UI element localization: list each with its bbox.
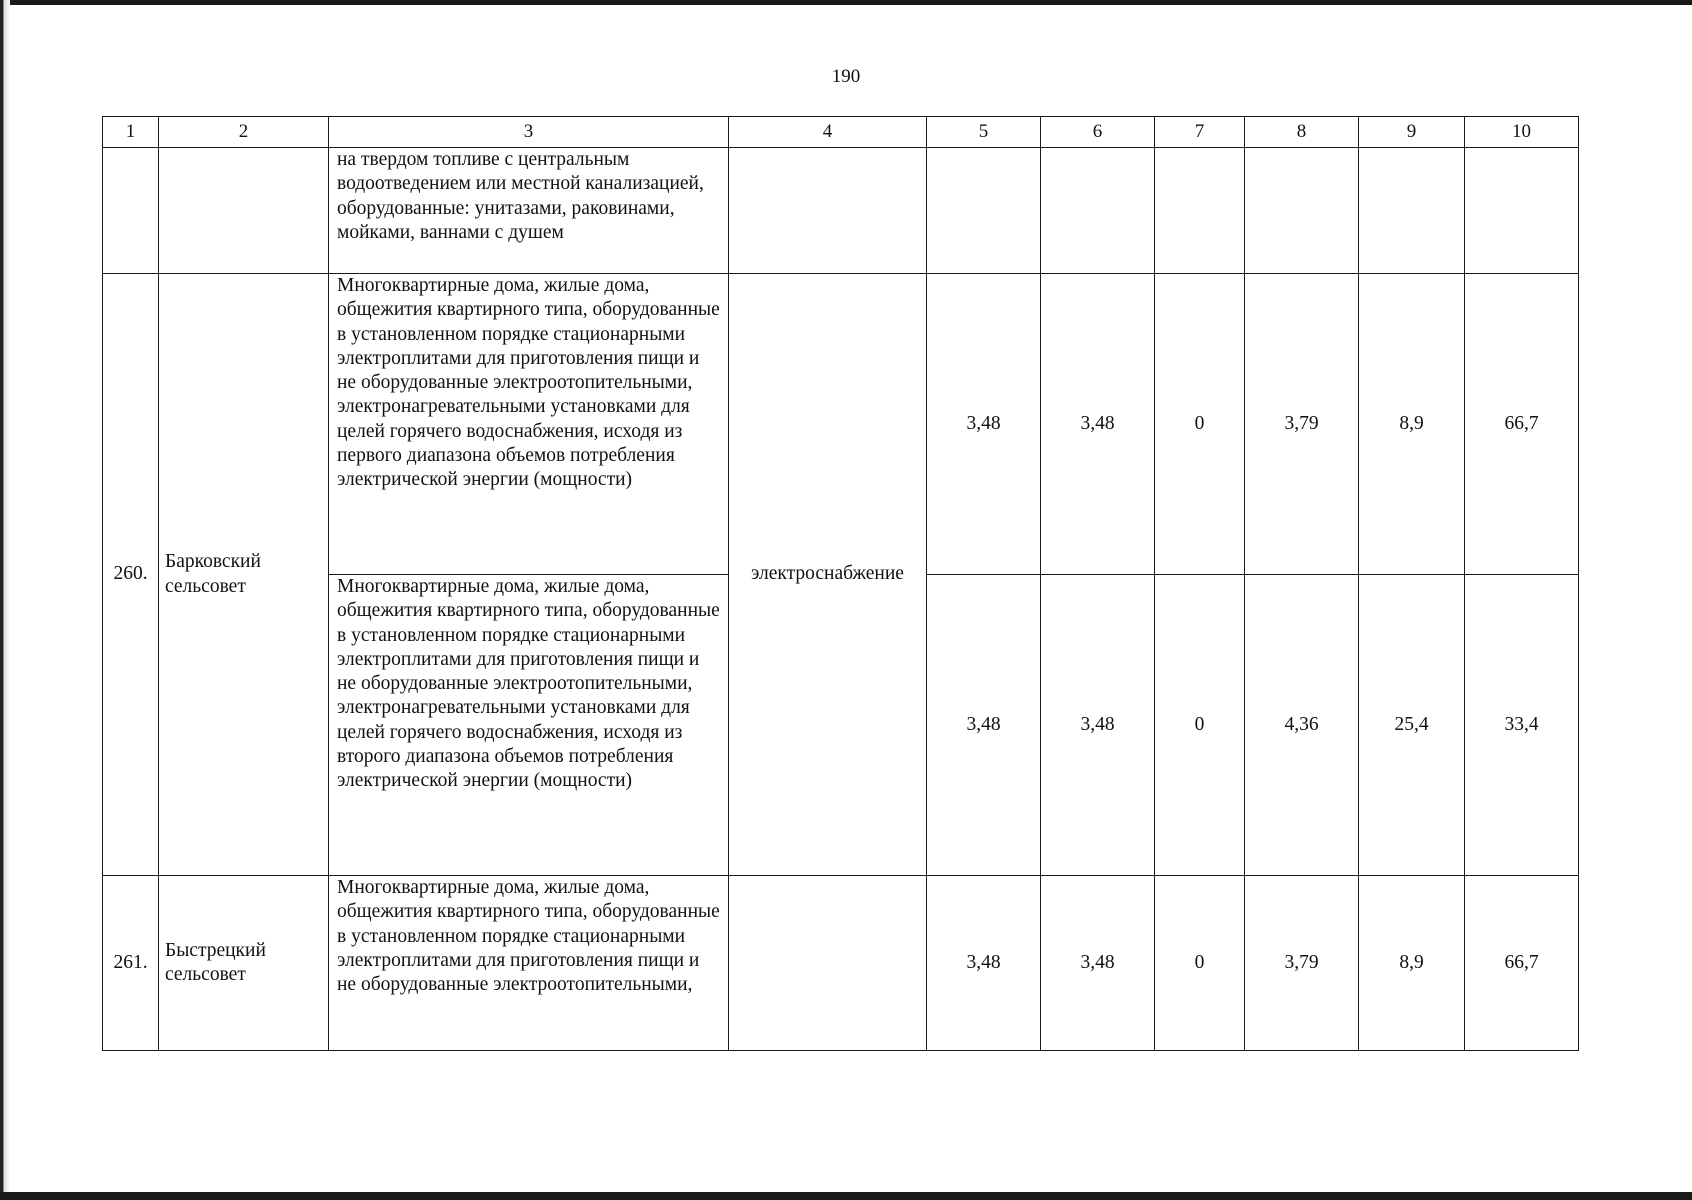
value-col7: 0 xyxy=(1155,575,1245,876)
settlement-name xyxy=(159,148,329,274)
table-row xyxy=(103,876,1579,1051)
value-col8 xyxy=(1245,148,1359,274)
settlement-name: Барковский сельсовет xyxy=(159,274,329,876)
scan-border-top xyxy=(0,0,1692,5)
settlement-name: Быстрецкий сельсовет xyxy=(159,876,329,1051)
column-header: 6 xyxy=(1041,117,1155,148)
table-row xyxy=(103,148,1579,274)
value-col6: 3,48 xyxy=(1041,274,1155,575)
value-col9 xyxy=(1359,148,1465,274)
value-col9: 8,9 xyxy=(1359,876,1465,1051)
value-col5: 3,48 xyxy=(927,876,1041,1051)
scan-border-bottom xyxy=(0,1192,1692,1200)
housing-description: на твердом топливе с центральным водоотведением или местной канализацией, оборудованные: унитазами, раковинами, мойками, ваннами с душем xyxy=(329,148,729,274)
housing-description: Многоквартирные дома, жилые дома, общежития квартирного типа, оборудованные в установленном порядке стационарными электроплитами для приготовления пищи и не оборудованные электроотопительными, электронагревательными установками для целей горячего водоснабжения, исходя из первого диапазона объемов потребления электрической энергии (мощности) xyxy=(329,274,729,575)
value-col7 xyxy=(1155,148,1245,274)
column-header: 5 xyxy=(927,117,1041,148)
column-header: 7 xyxy=(1155,117,1245,148)
value-col7: 0 xyxy=(1155,274,1245,575)
column-header: 8 xyxy=(1245,117,1359,148)
value-col9: 25,4 xyxy=(1359,575,1465,876)
scan-border-left xyxy=(0,0,10,1200)
table-row xyxy=(103,274,1579,575)
column-header: 10 xyxy=(1465,117,1579,148)
service-type: электроснабжение xyxy=(729,274,927,876)
value-col8: 3,79 xyxy=(1245,876,1359,1051)
service-type xyxy=(729,148,927,274)
column-header: 4 xyxy=(729,117,927,148)
value-col8: 4,36 xyxy=(1245,575,1359,876)
value-col5 xyxy=(927,148,1041,274)
value-col7: 0 xyxy=(1155,876,1245,1051)
column-header: 9 xyxy=(1359,117,1465,148)
value-col8: 3,79 xyxy=(1245,274,1359,575)
value-col10 xyxy=(1465,148,1579,274)
housing-description: Многоквартирные дома, жилые дома, общежития квартирного типа, оборудованные в установленном порядке стационарными электроплитами для приготовления пищи и не оборудованные электроотопительными, электронагревательными установками для целей горячего водоснабжения, исходя из второго диапазона объемов потребления электрической энергии (мощности) xyxy=(329,575,729,876)
value-col6 xyxy=(1041,148,1155,274)
value-col9: 8,9 xyxy=(1359,274,1465,575)
value-col10: 33,4 xyxy=(1465,575,1579,876)
value-col10: 66,7 xyxy=(1465,274,1579,575)
service-type xyxy=(729,876,927,1051)
column-header: 2 xyxy=(159,117,329,148)
value-col6: 3,48 xyxy=(1041,575,1155,876)
row-number xyxy=(103,148,159,274)
value-col6: 3,48 xyxy=(1041,876,1155,1051)
value-col10: 66,7 xyxy=(1465,876,1579,1051)
column-header: 3 xyxy=(329,117,729,148)
row-number: 260. xyxy=(103,274,159,876)
table-header-row xyxy=(103,117,1579,148)
tariff-table xyxy=(102,116,1579,1051)
row-number: 261. xyxy=(103,876,159,1051)
value-col5: 3,48 xyxy=(927,274,1041,575)
page-number: 190 xyxy=(831,66,861,87)
column-header: 1 xyxy=(103,117,159,148)
housing-description: Многоквартирные дома, жилые дома, общежития квартирного типа, оборудованные в установленном порядке стационарными электроплитами для приготовления пищи и не оборудованные электроотопительными, xyxy=(329,876,729,1051)
value-col5: 3,48 xyxy=(927,575,1041,876)
